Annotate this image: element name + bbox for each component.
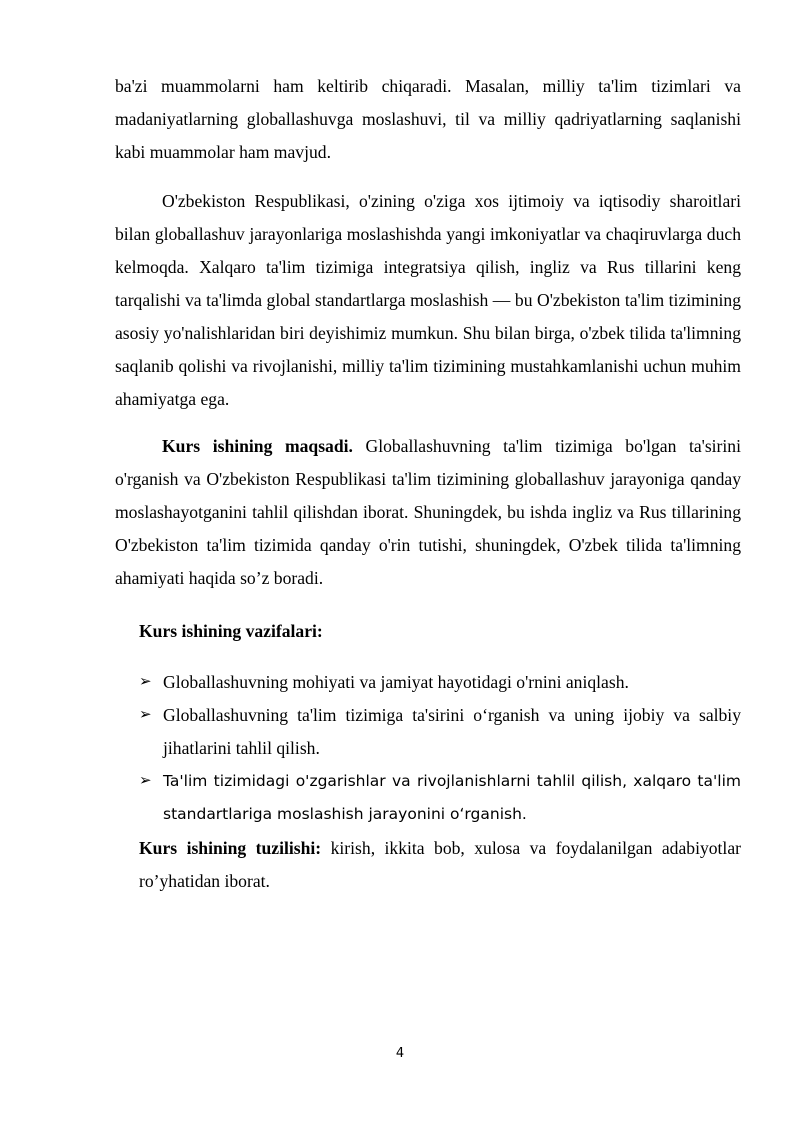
paragraph-uzbekistan: O'zbekiston Respublikasi, o'zining o'ziga xos ijtimoiy va iqtisodiy sharoitlari bilan globallashuv jarayonlariga moslashishda yangi imkoniyatlar va chaqiruvlarga duch kelmoqda. Xalqaro ta'lim tizimiga integratsiya qilish, ingliz va Rus tillarini keng tarqalishi va ta'limda global standartlarga moslashish — bu O'zbekiston ta'lim tizimining asosiy yo'nalishlaridan biri deyishimiz mumkun. Shu bilan birga, o'zbek tilida ta'limning saqlanib qolishi va rivojlanishi, milliy ta'lim tizimining mustahkamlanishi uchun muhim ahamiyatga ega. [115, 191, 741, 409]
list-item [139, 765, 741, 831]
structure-text: kirish, ikkita bob, xulosa va foydalanilgan adabiyotlar ro’yhatidan iborat. [139, 838, 741, 891]
tasks-list [139, 666, 741, 831]
page-number: 4 [395, 1046, 405, 1061]
arrow-bullet-icon: ➢ [139, 674, 152, 690]
list-item-text: Ta'lim tizimidagi o'zgarishlar va rivojlanishlarni tahlil qilish, xalqaro ta'lim standartlariga moslashish jarayonini oʻrganish. [163, 772, 741, 823]
paragraph-goal [115, 430, 741, 595]
list-item-text: Globallashuvning mohiyati va jamiyat hayotidagi o'rnini aniqlash. [163, 672, 629, 692]
list-item [139, 699, 741, 765]
tasks-heading: Kurs ishining vazifalari: [139, 621, 323, 641]
goal-label: Kurs ishining maqsadi. [162, 436, 353, 456]
goal-text: Globallashuvning ta'lim tizimiga bo'lgan ta'sirini o'rganish va O'zbekiston Respublikasi ta'lim tizimining globallashuv jarayoniga qanday moslashayotganini tahlil qilishdan iborat. Shuningdek, bu ishda ingliz va Rus tillarining O'zbekiston ta'lim tizimida qanday o'rin tutishi, shuningdek, O'zbek tilida ta'limning ahamiyati haqida so’z boradi. [115, 436, 741, 588]
structure-label: Kurs ishining tuzilishi: [139, 838, 322, 858]
arrow-bullet-icon: ➢ [139, 773, 152, 789]
paragraph-structure [139, 832, 741, 898]
paragraph-intro-continuation: ba'zi muammolarni ham keltirib chiqaradi. Masalan, milliy ta'lim tizimlari va madaniyatlarning globallashuvga moslashuvi, til va milliy qadriyatlarning saqlanishi kabi muammolar ham mavjud. [115, 76, 741, 162]
arrow-bullet-icon: ➢ [139, 707, 152, 723]
list-item [139, 666, 741, 699]
list-item-text: Globallashuvning ta'lim tizimiga ta'sirini oʻrganish va uning ijobiy va salbiy jihatlarini tahlil qilish. [163, 705, 741, 758]
